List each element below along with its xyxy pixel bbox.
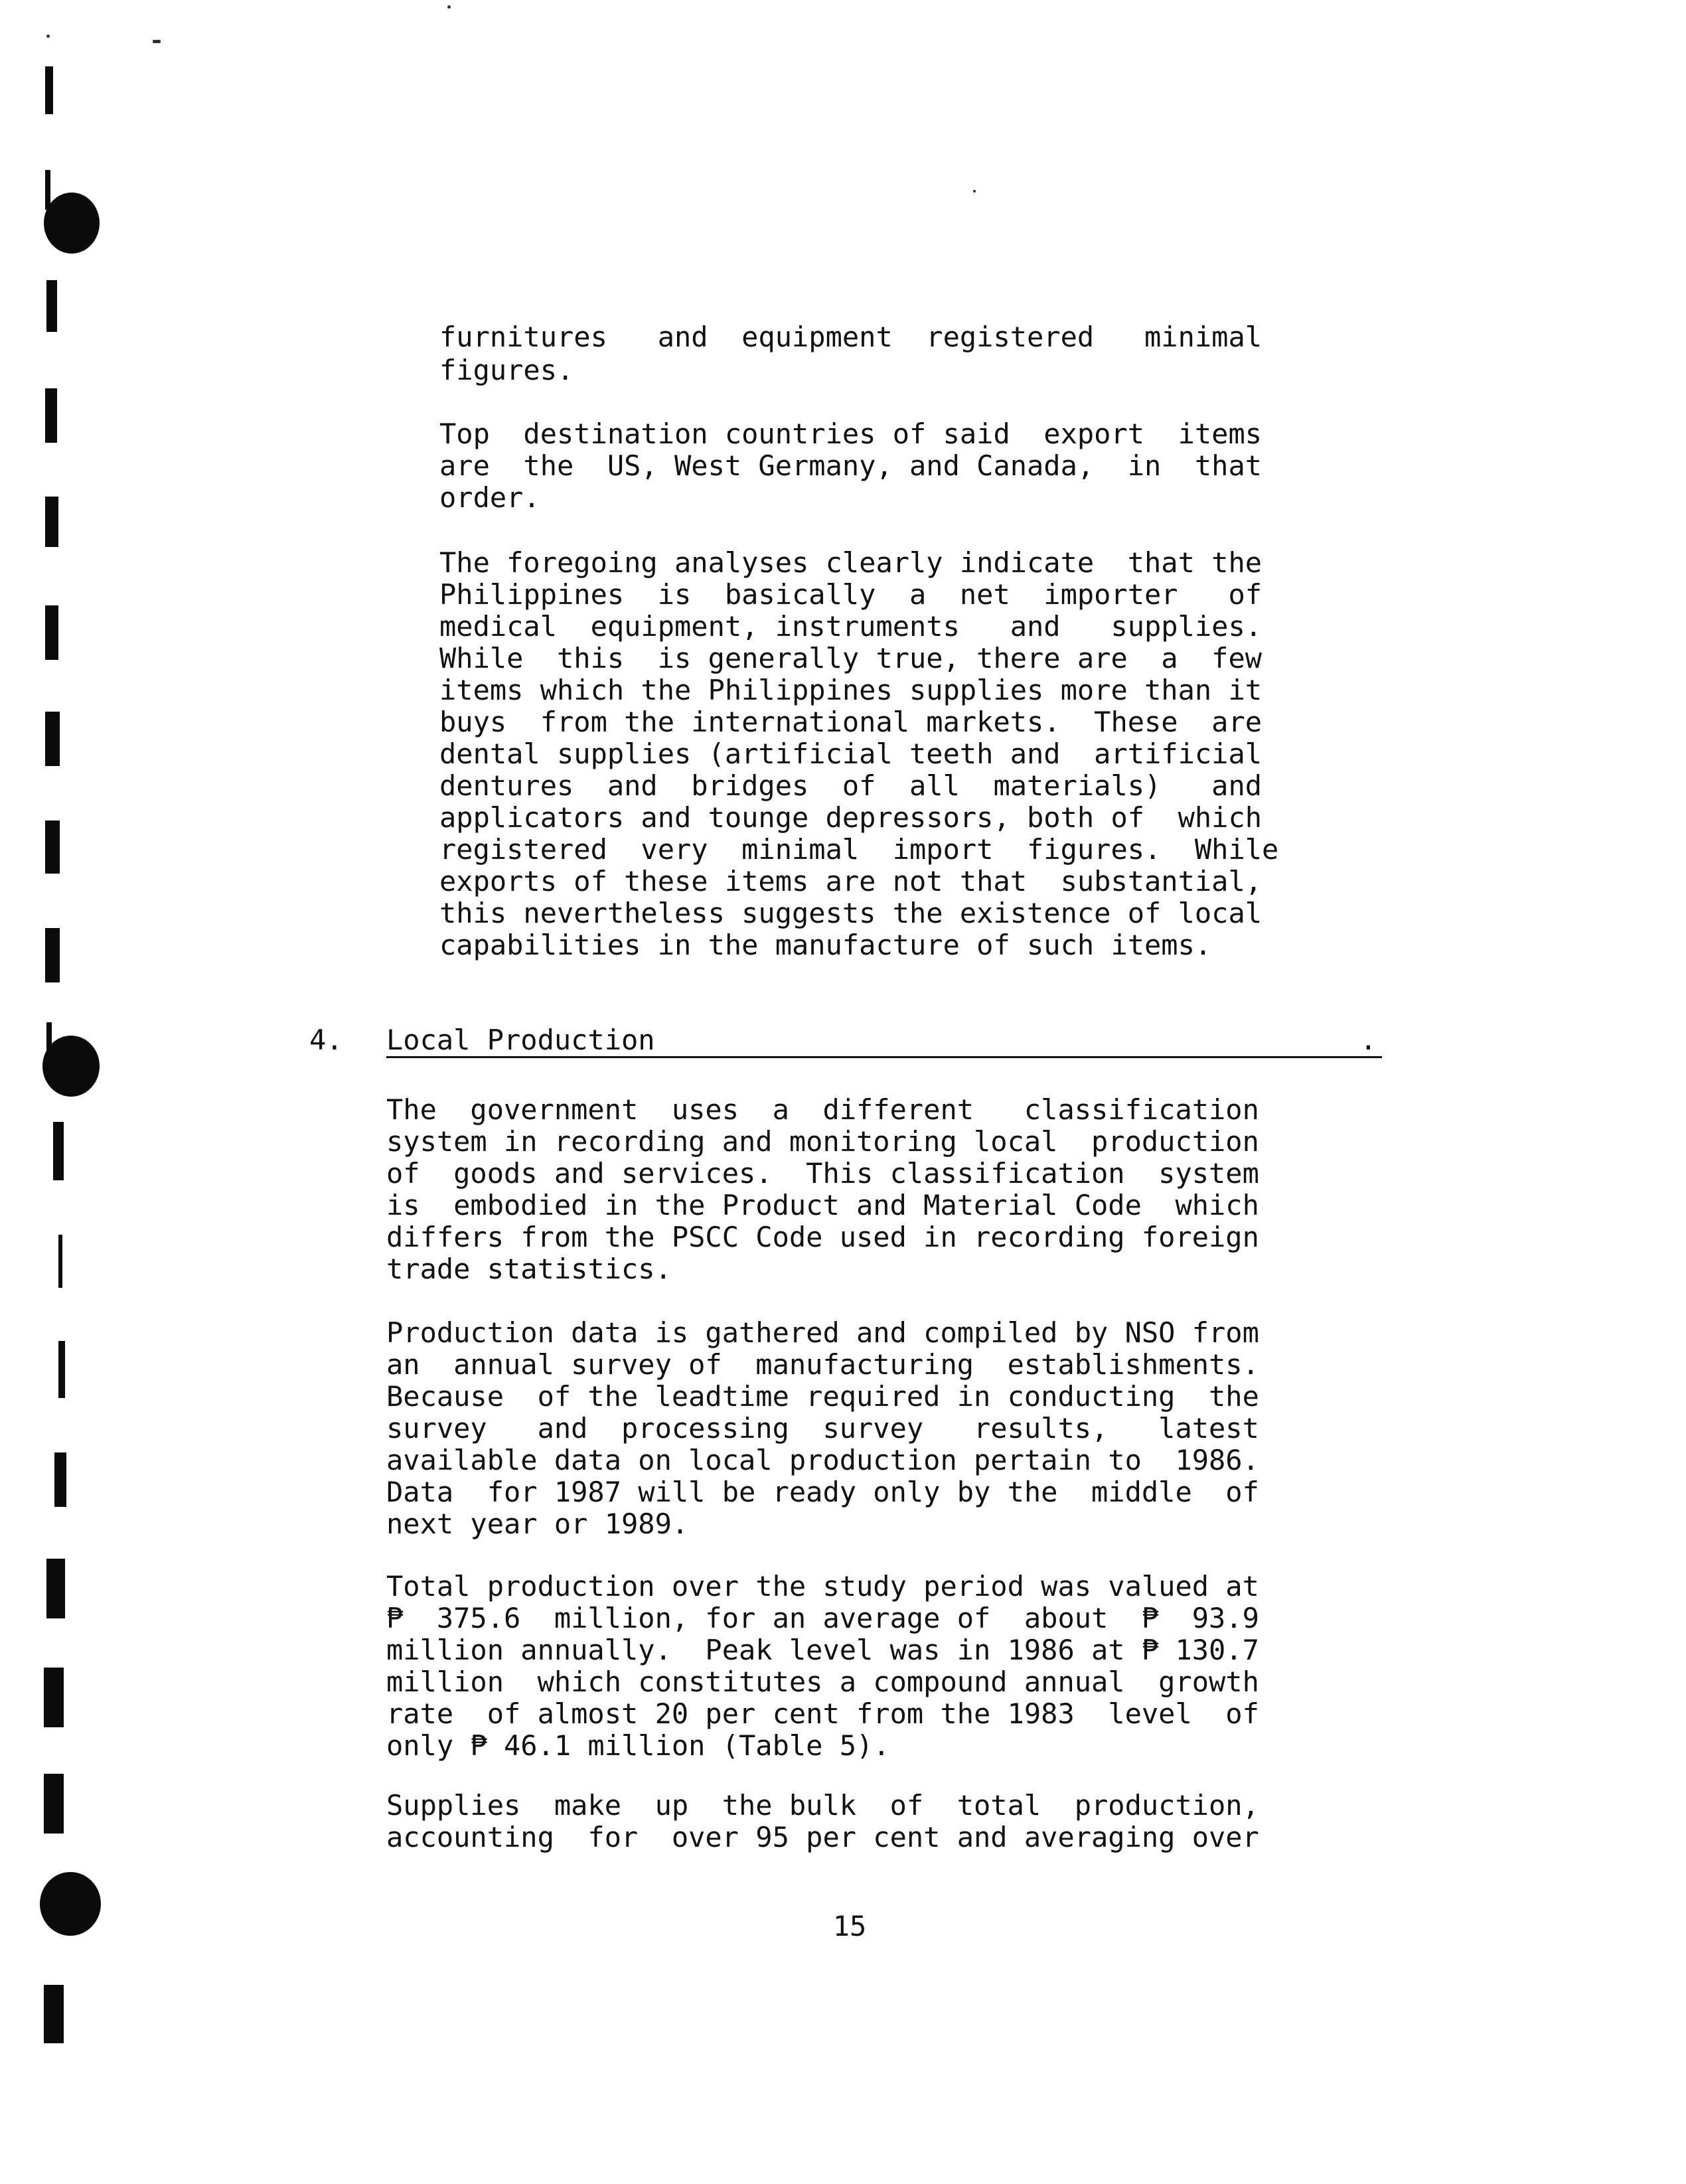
text-line: Because of the leadtime required in conducting the: [386, 1380, 1259, 1413]
text-line: items which the Philippines supplies more than it: [439, 674, 1263, 706]
text-line: Data for 1987 will be ready only by the middle of: [386, 1476, 1259, 1508]
text-line: Supplies make up the bulk of total production,: [386, 1789, 1259, 1822]
text-line: differs from the PSCC Code used in recording foreign: [386, 1221, 1259, 1253]
text-line: an annual survey of manufacturing establishments.: [386, 1348, 1259, 1381]
text-line: Production data is gathered and compiled by NSO from: [386, 1316, 1259, 1349]
section-title-row: [386, 1024, 1382, 1058]
binding-mark: [45, 712, 60, 766]
binding-edge-marks: [0, 0, 106, 2184]
binding-mark: [45, 820, 60, 874]
text-line: exports of these items are not that substantial,: [439, 865, 1263, 897]
page-number: 15: [832, 1910, 867, 1942]
text-line: Philippines is basically a net importer of: [439, 578, 1263, 611]
text-line: furnitures and equipment registered minimal: [439, 321, 1263, 353]
text-line: of goods and services. This classification system: [386, 1157, 1259, 1190]
binding-hole: [44, 193, 100, 254]
text-line: available data on local production pertain to 1986.: [386, 1444, 1259, 1476]
section-trailing-mark: .: [1359, 1024, 1377, 1056]
binding-mark: [54, 1452, 66, 1507]
binding-mark: [58, 1235, 62, 1288]
binding-mark: [45, 928, 60, 982]
binding-mark: [45, 605, 58, 660]
text-line: is embodied in the Product and Material Code which: [386, 1189, 1259, 1221]
binding-mark: [53, 1122, 64, 1180]
text-line: dentures and bridges of all materials) and: [439, 769, 1263, 802]
binding-mark: [58, 1341, 65, 1398]
text-line: The foregoing analyses clearly indicate that the: [439, 546, 1263, 579]
text-line: order.: [439, 481, 540, 514]
text-line: dental supplies (artificial teeth and artificial: [439, 738, 1263, 770]
text-line: figures.: [439, 354, 574, 386]
scan-speck: [447, 5, 451, 9]
text-line: The government uses a different classification: [386, 1093, 1259, 1126]
binding-mark: [46, 1022, 52, 1062]
binding-mark: [46, 280, 57, 332]
text-line: applicators and tounge depressors, both of which: [439, 801, 1263, 834]
section-number: 4.: [309, 1024, 343, 1056]
section-title: Local Production: [386, 1024, 655, 1056]
text-line: Total production over the study period was valued at: [386, 1570, 1259, 1602]
binding-mark: [44, 1774, 64, 1833]
text-line: ₱ 375.6 million, for an average of about ₱ 93.9: [386, 1602, 1259, 1634]
binding-mark: [45, 170, 50, 210]
text-line: registered very minimal import figures. While: [439, 833, 1279, 866]
text-line: only ₱ 46.1 million (Table 5).: [386, 1729, 890, 1762]
text-line: next year or 1989.: [386, 1508, 689, 1540]
text-line: rate of almost 20 per cent from the 1983 level of: [386, 1697, 1259, 1730]
text-line: this nevertheless suggests the existence of local: [439, 897, 1263, 929]
scan-speck: [973, 190, 976, 193]
binding-mark: [46, 1559, 65, 1618]
text-line: million which constitutes a compound annual growth: [386, 1666, 1259, 1698]
binding-mark: [44, 1985, 64, 2043]
text-line: accounting for over 95 per cent and averaging over: [386, 1821, 1259, 1853]
text-line: buys from the international markets. These are: [439, 706, 1263, 738]
binding-hole: [40, 1872, 101, 1936]
text-line: Top destination countries of said export items: [439, 418, 1263, 450]
text-line: system in recording and monitoring local production: [386, 1125, 1259, 1158]
binding-mark: [44, 1668, 64, 1727]
binding-mark: [45, 497, 58, 547]
binding-mark: [45, 66, 53, 114]
binding-mark: [45, 388, 57, 443]
scan-speck: [153, 40, 161, 43]
text-line: are the US, West Germany, and Canada, in that: [439, 449, 1263, 482]
text-line: capabilities in the manufacture of such items.: [439, 929, 1212, 961]
text-line: While this is generally true, there are a few: [439, 642, 1263, 674]
text-line: million annually. Peak level was in 1986 at ₱ 130.7: [386, 1634, 1259, 1666]
text-line: medical equipment, instruments and supplies.: [439, 610, 1263, 643]
text-line: survey and processing survey results, latest: [386, 1412, 1259, 1444]
text-line: trade statistics.: [386, 1253, 672, 1285]
scan-speck: [46, 35, 50, 38]
